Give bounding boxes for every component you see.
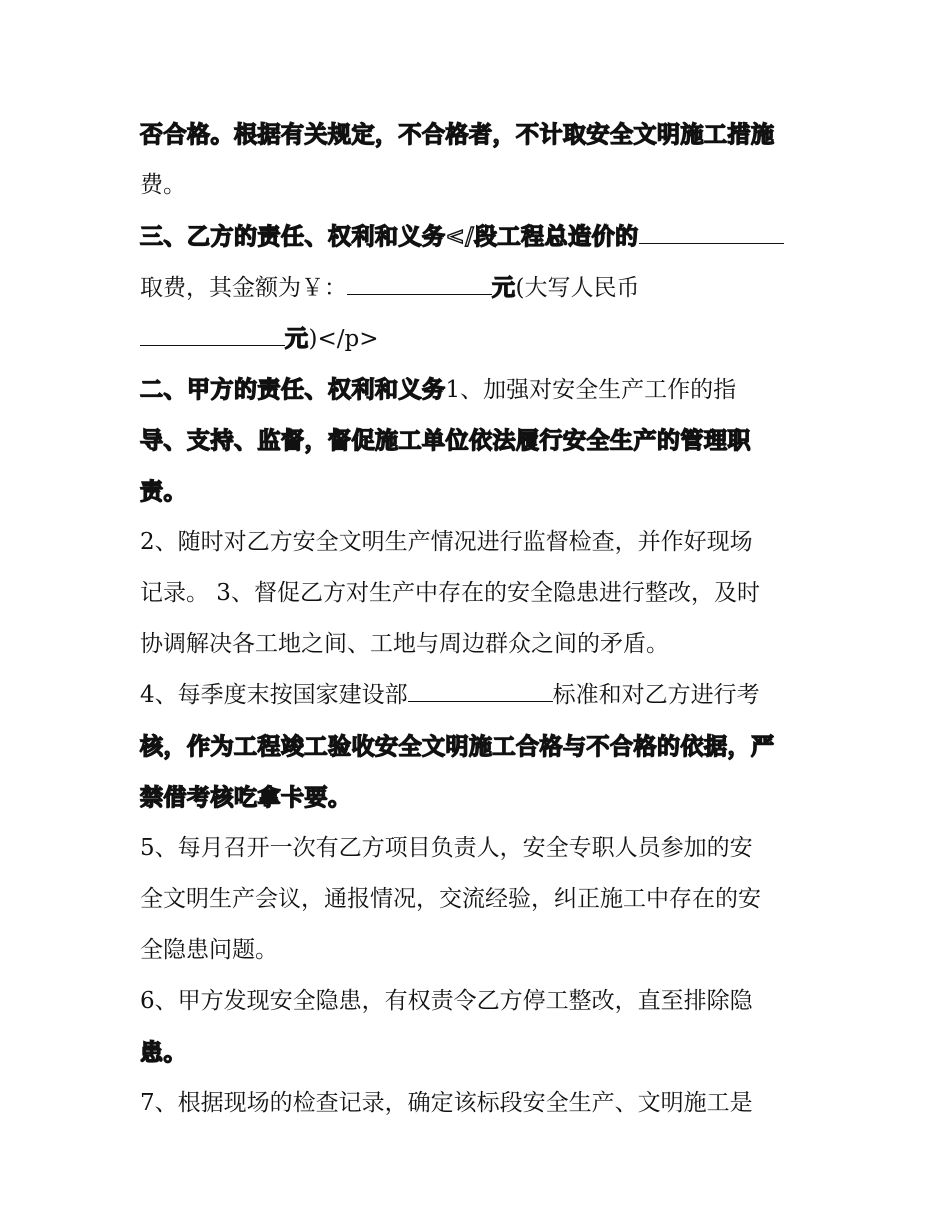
text-line: 核，作为工程竣工验收安全文明施工合格与不合格的依据，严: [140, 733, 775, 760]
text-line: 禁借考核吃拿卡要。: [140, 784, 352, 811]
blank-field: [347, 266, 492, 295]
text-line: 全隐患问题。: [140, 937, 278, 963]
blank-field: [140, 317, 285, 346]
text-fragment: 元: [492, 274, 516, 301]
text-fragment: )</p>: [308, 326, 379, 352]
text-fragment: 标准和对乙方进行考: [552, 682, 760, 708]
text-line: 全文明生产会议，通报情况，交流经验，纠正施工中存在的安: [140, 886, 761, 912]
blank-field: [639, 215, 784, 244]
text-line: 2、随时对乙方安全文明生产情况进行监督检查，并作好现场: [140, 529, 753, 555]
text-line: 协调解决各工地之间、工地与周边群众之间的矛盾。: [140, 631, 669, 657]
text-line: [140, 367, 815, 418]
blank-field: [408, 673, 553, 702]
document-page: [140, 112, 815, 1132]
text-line: [140, 265, 815, 316]
text-line: 责。: [140, 478, 187, 505]
text-line: 费。: [140, 172, 186, 198]
text-fragment: 元: [285, 325, 309, 352]
section-heading-3: 三、乙方的责任、权利和义务</段工程总造价的: [140, 223, 639, 250]
text-line: 7、根据现场的检查记录，确定该标段安全生产、文明施工是: [140, 1090, 753, 1116]
text-line: 导、支持、监督，督促施工单位依法履行安全生产的管理职: [140, 427, 751, 454]
text-fragment: 4、每季度末按国家建设部: [140, 682, 408, 708]
text-line: 记录。 3、督促乙方对生产中存在的安全隐患进行整改，及时: [140, 580, 760, 606]
text-line: 6、甲方发现安全隐患，有权责令乙方停工整改，直至排除隐: [140, 988, 753, 1014]
text-line: 5、每月召开一次有乙方项目负责人，安全专职人员参加的安: [140, 835, 753, 861]
text-fragment: 1、加强对安全生产工作的指: [445, 377, 737, 403]
text-line: 否合格。根据有关规定，不合格者，不计取安全文明施工措施: [140, 121, 775, 148]
text-line: [140, 673, 815, 724]
text-fragment: (大写人民币: [515, 275, 640, 301]
text-line: [140, 316, 815, 367]
text-fragment: 取费，其金额为￥：: [140, 275, 347, 301]
section-heading-2: 二、甲方的责任、权利和义务: [140, 376, 446, 403]
text-line: [140, 214, 815, 265]
text-line: 患。: [140, 1039, 187, 1066]
